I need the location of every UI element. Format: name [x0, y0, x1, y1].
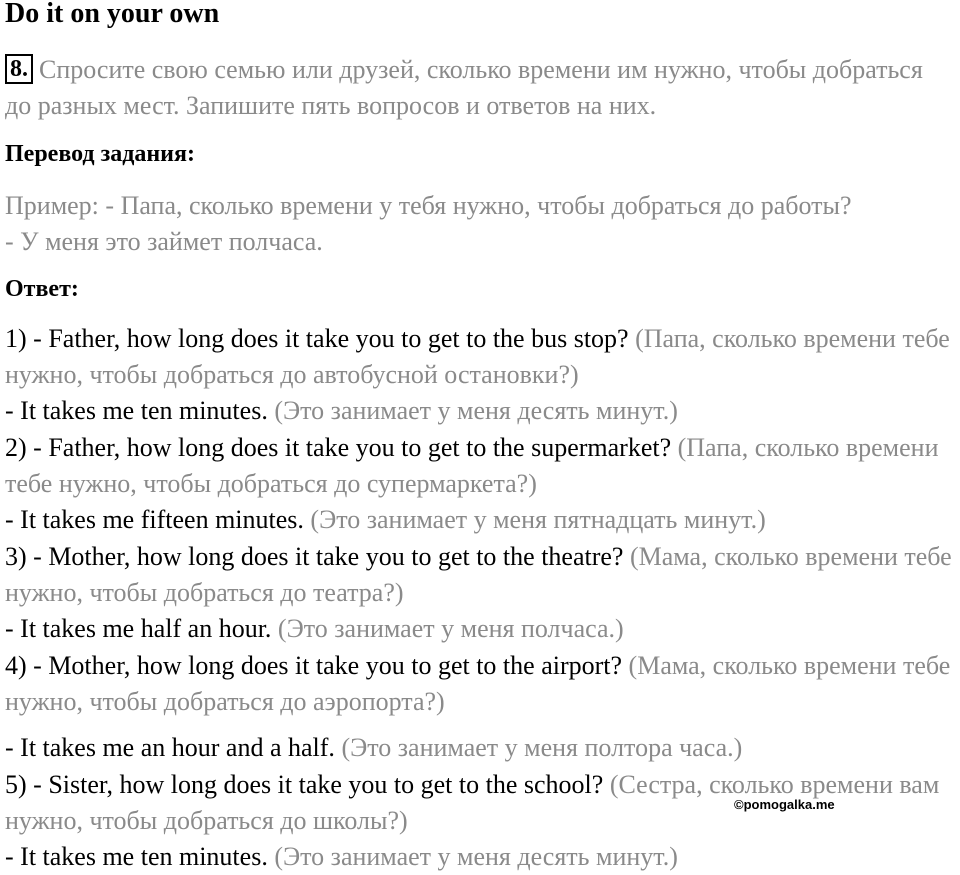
question-ru: (Мама, сколько времени тебе нужно, чтобы добраться до театра?): [5, 542, 952, 607]
answer-3-question: [5, 539, 960, 611]
reply-en: - It takes me an hour and a half.: [5, 733, 335, 762]
question-en: 3) - Mother, how long does it take you to get to the theatre?: [5, 542, 624, 571]
reply-ru: (Это занимает у меня десять минут.): [274, 842, 678, 871]
answer-5-reply: [5, 839, 678, 875]
answer-4-question: [5, 648, 960, 720]
reply-en: - It takes me half an hour.: [5, 614, 272, 643]
reply-ru: (Это занимает у меня пятнадцать минут.): [310, 505, 766, 534]
answer-3-reply: [5, 611, 624, 647]
reply-ru: (Это занимает у меня полчаса.): [277, 614, 624, 643]
question-en: 5) - Sister, how long does it take you to get to the school?: [5, 770, 604, 799]
page-title: Do it on your own: [5, 0, 220, 29]
answer-2-question: [5, 430, 960, 502]
example-block: [5, 188, 960, 260]
question-ru: (Папа, сколько времени тебе нужно, чтобы добраться до супермаркета?): [5, 433, 939, 498]
answer-4-reply: [5, 730, 742, 766]
reply-en: - It takes me ten minutes.: [5, 396, 268, 425]
reply-en: - It takes me fifteen minutes.: [5, 505, 304, 534]
question-en: 2) - Father, how long does it take you to get to the supermarket?: [5, 433, 672, 462]
reply-en: - It takes me ten minutes.: [5, 842, 268, 871]
task-text-block: [5, 52, 955, 124]
question-en: 4) - Mother, how long does it take you to get to the airport?: [5, 651, 623, 680]
task-number: 8.: [5, 54, 33, 84]
question-en: 1) - Father, how long does it take you to get to the bus stop?: [5, 324, 629, 353]
answer-heading: Ответ:: [5, 276, 79, 302]
task-text: Спросите свою семью или друзей, сколько времени им нужно, чтобы добраться до разных мест. Запишите пять вопросов и ответов на них.: [5, 55, 923, 120]
example-line-1: Пример: - Папа, сколько времени у тебя нужно, чтобы добраться до работы?: [5, 191, 852, 220]
question-ru: (Папа, сколько времени тебе нужно, чтобы добраться до автобусной остановки?): [5, 324, 950, 389]
answer-1-reply: [5, 393, 678, 429]
example-line-2: - У меня это займет полчаса.: [5, 227, 323, 256]
question-ru: (Мама, сколько времени тебе нужно, чтобы добраться до аэропорта?): [5, 651, 951, 716]
answer-1-question: [5, 321, 960, 393]
reply-ru: (Это занимает у меня десять минут.): [274, 396, 678, 425]
reply-ru: (Это занимает у меня полтора часа.): [341, 733, 743, 762]
translation-heading: Перевод задания:: [5, 141, 195, 167]
question-ru: (Сестра, сколько времени вам нужно, чтобы добраться до школы?): [5, 770, 940, 835]
watermark: ©pomogalka.me: [734, 797, 835, 812]
answer-2-reply: [5, 502, 766, 538]
